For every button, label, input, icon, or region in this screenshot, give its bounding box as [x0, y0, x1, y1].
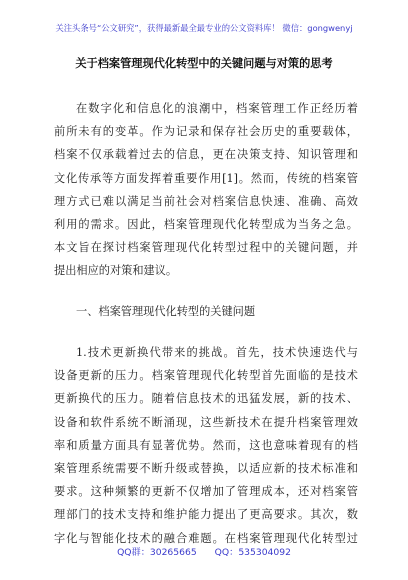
intro-paragraph — [54, 97, 358, 283]
paragraph-line: 档案不仅承载着过去的信息，更在决策支持、知识管理和 — [54, 148, 358, 162]
document-title: 关于档案管理现代化转型中的关键问题与对策的思考 — [75, 56, 333, 70]
paragraph-line: 前所未有的变革。作为记录和保存社会历史的重要载体， — [54, 125, 358, 139]
paragraph-line: 更新换代的压力。随着信息技术的迅猛发展，新的技术、 — [54, 392, 358, 406]
paragraph-line: 字化与智能化技术的融合难题。在档案管理现代化转型过 — [54, 531, 358, 545]
paragraph-line: 设备更新的压力。档案管理现代化转型首先面临的是技术 — [54, 369, 358, 383]
paragraph-line: 在数字化和信息化的浪潮中，档案管理工作正经历着 — [76, 102, 358, 115]
paragraph-line: 提出相应的对策和建议。 — [54, 264, 178, 278]
paragraph-line: 1.技术更新换代带来的挑战。首先，技术快速迭代与 — [76, 346, 358, 359]
paragraph-line: 设备和软件系统不断涌现，这些新技术在提升档案管理效 — [54, 415, 358, 429]
footer-qq: QQ：535304092 — [214, 547, 291, 558]
section-heading: 一、档案管理现代化转型的关键问题 — [76, 305, 256, 318]
header-promo-note: 关注头条号“公文研究”，获得最新最全最专业的公文资料库！ 微信：gongwenyj — [55, 23, 353, 33]
section-paragraph — [54, 341, 358, 550]
paragraph-line: 理方式已难以满足当前社会对档案信息快速、准确、高效 — [54, 194, 358, 208]
paragraph-line: 利用的需求。因此，档案管理现代化转型成为当务之急。 — [54, 217, 358, 231]
paragraph-line: 案管理系统需要不断升级或替换，以适应新的技术标准和 — [54, 461, 358, 475]
footer-qq-group: QQ群：30265665 — [117, 547, 197, 558]
paragraph-line: 文化传承等方面发挥着重要作用[1]。然而，传统的档案管 — [54, 171, 358, 185]
paragraph-line: 要求。这种频繁的更新不仅增加了管理成本，还对档案管 — [54, 485, 358, 499]
paragraph-line: 理部门的技术支持和维护能力提出了更高要求。其次，数 — [54, 508, 358, 522]
paragraph-line: 率和质量方面具有显著优势。然而，这也意味着现有的档 — [54, 438, 358, 452]
footer-contact-note — [0, 547, 408, 559]
paragraph-line: 本文旨在探讨档案管理现代化转型过程中的关键问题，并 — [54, 241, 358, 255]
